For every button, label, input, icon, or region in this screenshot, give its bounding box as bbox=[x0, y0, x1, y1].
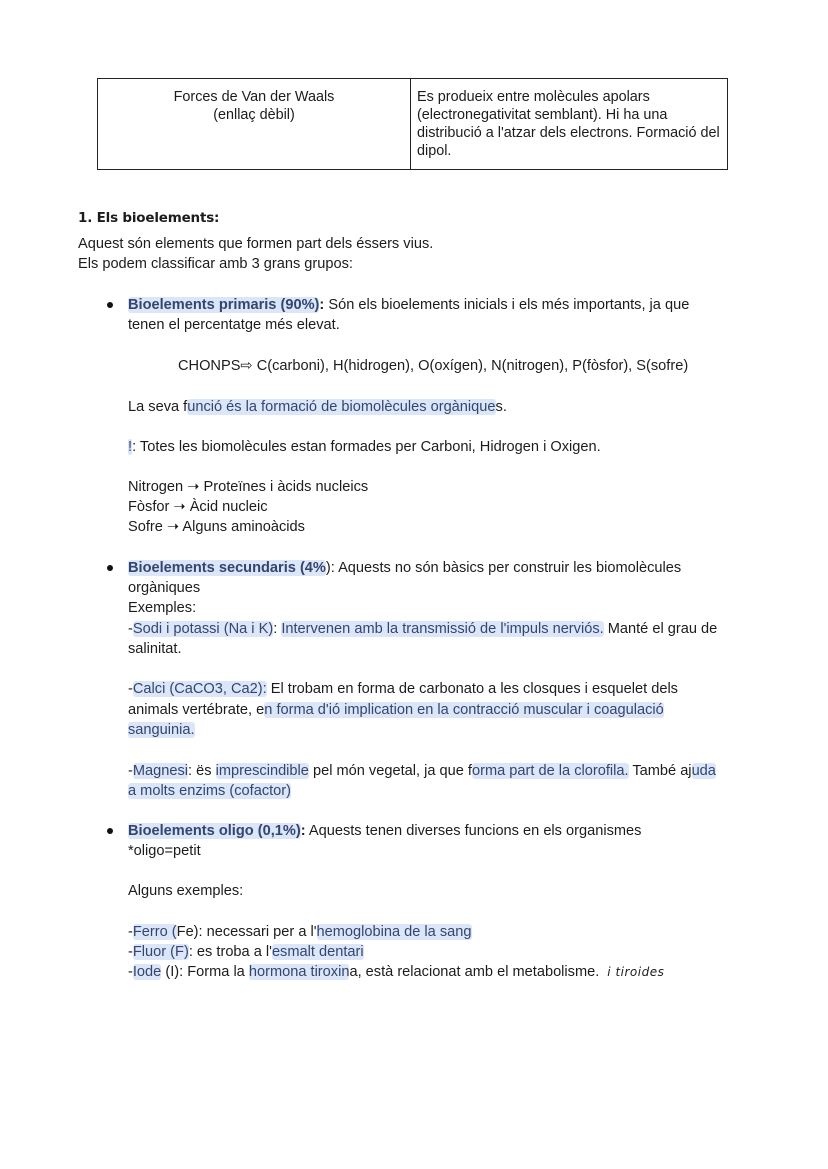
text: ): Aquests no són bàsics per construir les biomolècules bbox=[325, 560, 682, 576]
text: Aquests tenen diverses funcions en els organismes bbox=[305, 823, 642, 839]
list-item-oligo bbox=[128, 821, 641, 841]
text: : bbox=[319, 297, 325, 313]
text: Fòsfor ➝ Àcid nucleic bbox=[128, 499, 268, 515]
paragraph bbox=[128, 598, 196, 618]
paragraph bbox=[128, 761, 716, 781]
paragraph bbox=[78, 234, 433, 254]
bullet-icon bbox=[107, 828, 113, 834]
highlighted-text: a molts enzims (cofactor) bbox=[128, 783, 292, 799]
text: s. bbox=[495, 399, 507, 415]
text: La seva f bbox=[128, 399, 188, 415]
text: Nitrogen ➝ Proteïnes i àcids nucleics bbox=[128, 479, 369, 495]
bond-name-cell bbox=[98, 79, 411, 170]
paragraph bbox=[128, 841, 201, 861]
text: : Totes les biomolècules estan formades per Carboni, Hidrogen i Oxigen. bbox=[132, 439, 601, 455]
paragraph bbox=[128, 397, 507, 417]
paragraph bbox=[128, 922, 472, 942]
text: Són els bioelements inicials i els més importants, ja que bbox=[324, 297, 690, 313]
highlighted-text: Bioelements secundaris (4% bbox=[128, 560, 326, 576]
bond-name: Forces de Van der Waals bbox=[173, 89, 335, 105]
text: Aquest són elements que formen part dels éssers vius. bbox=[78, 236, 434, 252]
highlighted-text: ! bbox=[128, 439, 133, 455]
paragraph bbox=[128, 497, 268, 517]
text: El trobam en forma de carbonato a les closques i esquelet dels bbox=[266, 681, 678, 697]
paragraph bbox=[128, 700, 664, 720]
highlighted-text: Sodi i potassi (Na i K) bbox=[132, 621, 274, 637]
highlighted-text: imprescindible bbox=[215, 763, 309, 779]
text: 1. Els bioelements: bbox=[78, 210, 220, 226]
paragraph bbox=[128, 962, 664, 982]
text: - bbox=[128, 621, 133, 637]
text: CHONPS⇨ C(carboni), H(hidrogen), O(oxígen), N(nitrogen), P(fòsfor), S(sofre) bbox=[178, 358, 689, 374]
paragraph bbox=[128, 639, 182, 659]
highlighted-text: hormona tiroxin bbox=[248, 964, 350, 980]
highlighted-text: Iode bbox=[132, 964, 162, 980]
paragraph bbox=[128, 942, 364, 962]
text: - bbox=[128, 681, 133, 697]
highlighted-text: Calci (CaCO3, Ca2): bbox=[132, 681, 267, 697]
highlighted-text: Bioelements oligo (0,1%) bbox=[128, 823, 301, 839]
highlighted-text: Magnesi bbox=[132, 763, 189, 779]
paragraph bbox=[128, 720, 195, 740]
highlighted-text: Ferro ( bbox=[132, 924, 177, 940]
bullet-icon bbox=[107, 302, 113, 308]
highlighted-text: n forma d'ió implication en la contracció muscular i coagulació bbox=[264, 702, 664, 718]
paragraph bbox=[128, 315, 340, 335]
text: : es troba a l' bbox=[188, 944, 272, 960]
paragraph bbox=[78, 254, 353, 274]
text: (I): Forma la bbox=[161, 964, 249, 980]
text: - bbox=[128, 763, 133, 779]
bullet-icon bbox=[107, 565, 113, 571]
bond-description-cell: Es produeix entre molècules apolars (electronegativitat semblant). Hi ha una distribució a l'atzar dels electrons. Formació del dipol. bbox=[411, 79, 728, 170]
text: pel món vegetal, ja que f bbox=[308, 763, 472, 779]
highlighted-text: hemoglobina de la sang bbox=[316, 924, 472, 940]
text: tenen el percentatge més elevat. bbox=[128, 317, 340, 333]
text: Manté el grau de bbox=[603, 621, 718, 637]
text: Alguns exemples: bbox=[128, 883, 244, 899]
highlighted-text: orma part de la clorofila. bbox=[471, 763, 629, 779]
text: *oligo=petit bbox=[128, 843, 201, 859]
text: salinitat. bbox=[128, 641, 182, 657]
highlighted-text: uda bbox=[691, 763, 716, 779]
table-row bbox=[98, 79, 728, 170]
text: Els podem classificar amb 3 grans grupos: bbox=[78, 256, 353, 272]
highlighted-text: esmalt dentari bbox=[271, 944, 364, 960]
list-item-secondary bbox=[128, 558, 681, 578]
text: Fe): necessari per a l' bbox=[176, 924, 317, 940]
list-item-primary bbox=[128, 295, 689, 315]
text: També aj bbox=[628, 763, 692, 779]
text: Sofre ➝ Alguns aminoàcids bbox=[128, 519, 305, 535]
paragraph bbox=[128, 881, 243, 901]
handwritten-note: i tiroides bbox=[607, 965, 665, 979]
text: - bbox=[128, 944, 133, 960]
text: animals vertébrate, e bbox=[128, 702, 265, 718]
paragraph bbox=[128, 477, 368, 497]
text: : ës bbox=[188, 763, 216, 779]
chonps-formula bbox=[178, 356, 688, 376]
text: - bbox=[128, 964, 133, 980]
text: - bbox=[128, 924, 133, 940]
text: a, està relacionat amb el metabolisme. bbox=[349, 964, 600, 980]
bond-types-table bbox=[97, 78, 728, 170]
highlighted-text: Intervenen amb la transmissió de l'impuls nerviós. bbox=[281, 621, 604, 637]
highlighted-text: Bioelements primaris (90%) bbox=[128, 297, 320, 313]
paragraph bbox=[128, 517, 305, 537]
paragraph bbox=[128, 679, 678, 699]
text: orgàniques bbox=[128, 580, 201, 596]
paragraph bbox=[128, 781, 291, 801]
highlighted-text: sanguinia. bbox=[128, 722, 195, 738]
highlighted-text: unció és la formació de biomolècules orgànique bbox=[187, 399, 496, 415]
text: : bbox=[300, 823, 306, 839]
paragraph bbox=[128, 578, 200, 598]
note bbox=[128, 437, 601, 457]
highlighted-text: Fluor (F) bbox=[132, 944, 189, 960]
text: : bbox=[273, 621, 282, 637]
text: Exemples: bbox=[128, 600, 197, 616]
section-heading bbox=[78, 208, 219, 228]
paragraph bbox=[128, 619, 717, 639]
bond-strength: (enllaç dèbil) bbox=[213, 107, 295, 123]
